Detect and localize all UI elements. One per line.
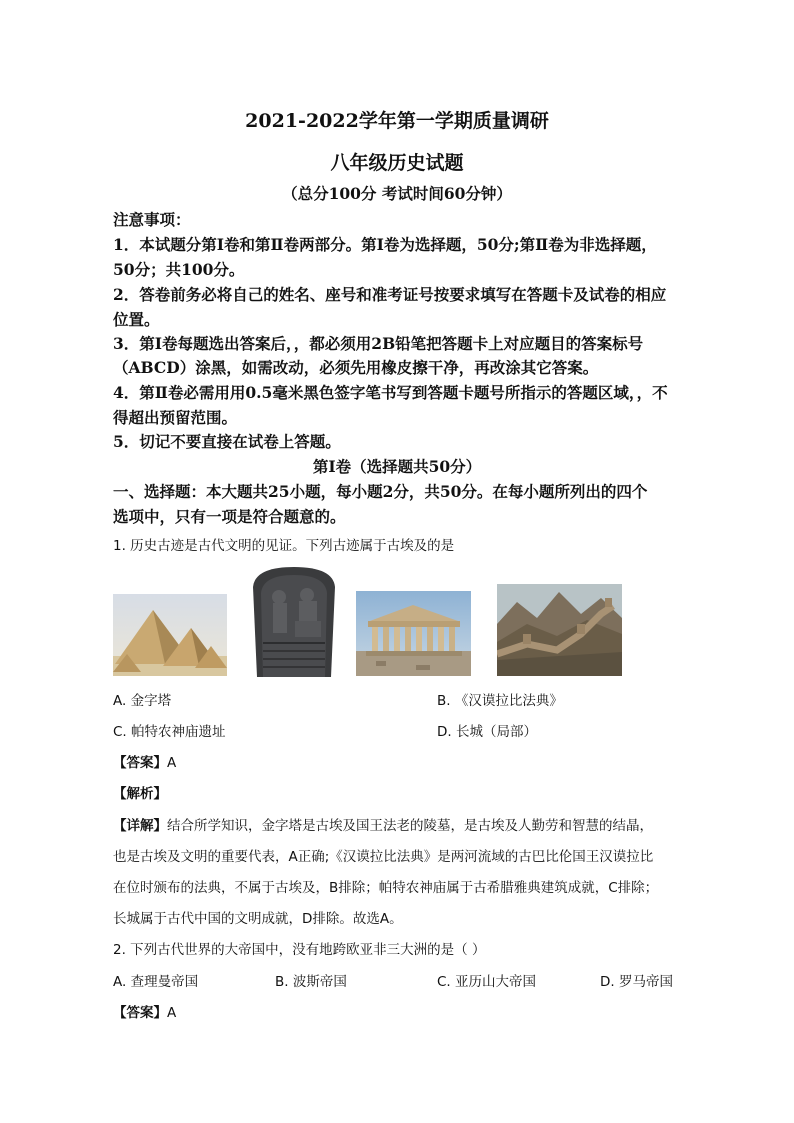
- detail-text: 结合所学知识，金字塔是古埃及国王法老的陵墓，是古埃及人勤劳和智慧的结晶，: [167, 818, 653, 834]
- notice-heading: 注意事项：: [113, 210, 191, 229]
- answer-value: A: [167, 755, 177, 771]
- question-2-stem: 2. 下列古代世界的大帝国中，没有地跨欧亚非三大洲的是（ ）: [113, 942, 486, 958]
- answer-tag: 【答案】: [113, 755, 167, 771]
- q1-detail-line: 在位时颁布的法典，不属于古埃及，B排除；帕特农神庙属于古希腊雅典建筑成就，C排除；: [113, 880, 659, 896]
- q1-option-b: B. 《汉谟拉比法典》: [437, 693, 563, 709]
- q1-detail-line: 长城属于古代中国的文明成就，D排除。故选A。: [113, 911, 403, 927]
- q1-analysis-tag: 【解析】: [113, 786, 167, 802]
- notice-line: 1．本试题分第Ⅰ卷和第Ⅱ卷两部分。第Ⅰ卷为选择题，50分;第Ⅱ卷为非选择题，: [113, 235, 657, 254]
- score-note: （总分100分 考试时间60分钟）: [282, 184, 512, 203]
- q2-option-b: B. 波斯帝国: [275, 974, 347, 990]
- q1-answer: [113, 751, 176, 771]
- hammurabi-code-image: [249, 565, 339, 677]
- parthenon-image: [356, 591, 471, 676]
- notice-line: 位置。: [113, 310, 160, 329]
- section-title: 第Ⅰ卷（选择题共50分）: [312, 457, 482, 476]
- notice-line: 4．第Ⅱ卷必需用用0.5毫米黑色签字笔书写到答题卡题号所指示的答题区域，，不: [113, 383, 668, 402]
- q2-option-d: D. 罗马帝国: [600, 974, 673, 990]
- notice-line: 3．第Ⅰ卷每题选出答案后，，都必须用2B铅笔把答题卡上对应题目的答案标号: [113, 334, 644, 353]
- notice-line: 50分；共100分。: [113, 260, 245, 279]
- detail-tag: 【详解】: [113, 818, 167, 834]
- section-intro: 选项中，只有一项是符合题意的。: [113, 507, 346, 526]
- q1-option-c: C. 帕特农神庙遗址: [113, 724, 226, 740]
- q2-option-c: C. 亚历山大帝国: [437, 974, 537, 990]
- q2-answer: [113, 1001, 176, 1021]
- answer-tag: 【答案】: [113, 1005, 167, 1021]
- section-intro: 一、选择题：本大题共25小题，每小题2分，共50分。在每小题所列出的四个: [113, 482, 648, 501]
- pyramids-image: [113, 594, 227, 676]
- exam-title: 2021-2022学年第一学期质量调研: [245, 110, 549, 132]
- notice-line: 5．切记不要直接在试卷上答题。: [113, 432, 341, 451]
- q1-option-d: D. 长城（局部）: [437, 724, 537, 740]
- notice-line: 得超出预留范围。: [113, 408, 238, 427]
- great-wall-image: [497, 584, 622, 676]
- notice-line: 2．答卷前务必将自己的姓名、座号和准考证号按要求填写在答题卡及试卷的相应: [113, 285, 667, 304]
- answer-value: A: [167, 1005, 177, 1021]
- q1-option-a: A. 金字塔: [113, 693, 172, 709]
- q1-detail-line: 也是古埃及文明的重要代表，A正确;《汉谟拉比法典》是两河流域的古巴比伦国王汉谟拉比: [113, 849, 654, 865]
- notice-line: （ABCD）涂黑，如需改动，必须先用橡皮擦干净，再改涂其它答案。: [113, 358, 599, 377]
- q1-detail-line: [113, 814, 653, 834]
- exam-subtitle: 八年级历史试题: [330, 152, 464, 174]
- q2-option-a: A. 查理曼帝国: [113, 974, 199, 990]
- question-1-stem: 1. 历史古迹是古代文明的见证。下列古迹属于古埃及的是: [113, 538, 455, 554]
